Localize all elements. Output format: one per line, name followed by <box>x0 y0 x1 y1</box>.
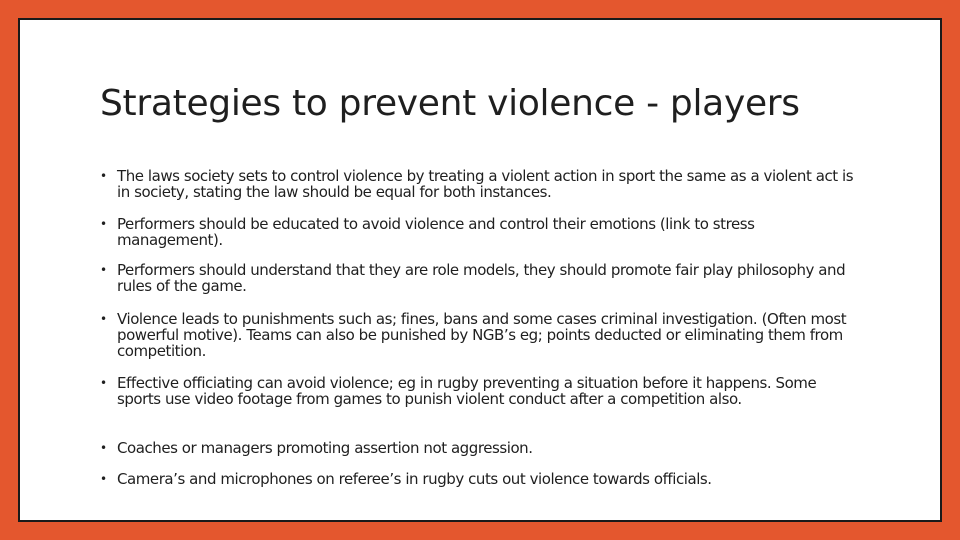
bullet-text: Violence leads to punishments such as; fines, bans and some cases criminal investigation. (Often most powerful motive). Teams can also be punished by NGB’s eg; points deducted or eliminating them from competition. <box>117 310 847 360</box>
bullet-text: Camera’s and microphones on referee’s in rugby cuts out violence towards officials. <box>117 470 712 488</box>
bullet-item <box>100 375 860 407</box>
bullet-text: Performers should be educated to avoid violence and control their emotions (link to stress management). <box>117 215 755 249</box>
bullet-marker: • <box>100 217 108 231</box>
bullet-item <box>100 311 860 359</box>
slide-title: Strategies to prevent violence - players <box>100 83 800 124</box>
bullet-item <box>100 168 860 200</box>
slide <box>18 18 942 522</box>
bullet-marker: • <box>100 263 108 277</box>
bullet-text: Coaches or managers promoting assertion not aggression. <box>117 439 533 457</box>
bullet-marker: • <box>100 441 108 455</box>
bullet-text: Effective officiating can avoid violence; eg in rugby preventing a situation before it happens. Some sports use video footage from games to punish violent conduct after a competition also. <box>117 374 817 408</box>
bullet-item <box>100 262 860 294</box>
bullet-marker: • <box>100 472 108 486</box>
bullet-marker: • <box>100 169 108 183</box>
bullet-item <box>100 216 860 248</box>
bullet-marker: • <box>100 312 108 326</box>
bullet-text: Performers should understand that they are role models, they should promote fair play philosophy and rules of the game. <box>117 261 846 295</box>
bullet-text: The laws society sets to control violence by treating a violent action in sport the same as a violent act is in society, stating the law should be equal for both instances. <box>117 167 854 201</box>
bullet-item <box>100 440 860 456</box>
bullet-marker: • <box>100 376 108 390</box>
bullet-item <box>100 471 860 487</box>
